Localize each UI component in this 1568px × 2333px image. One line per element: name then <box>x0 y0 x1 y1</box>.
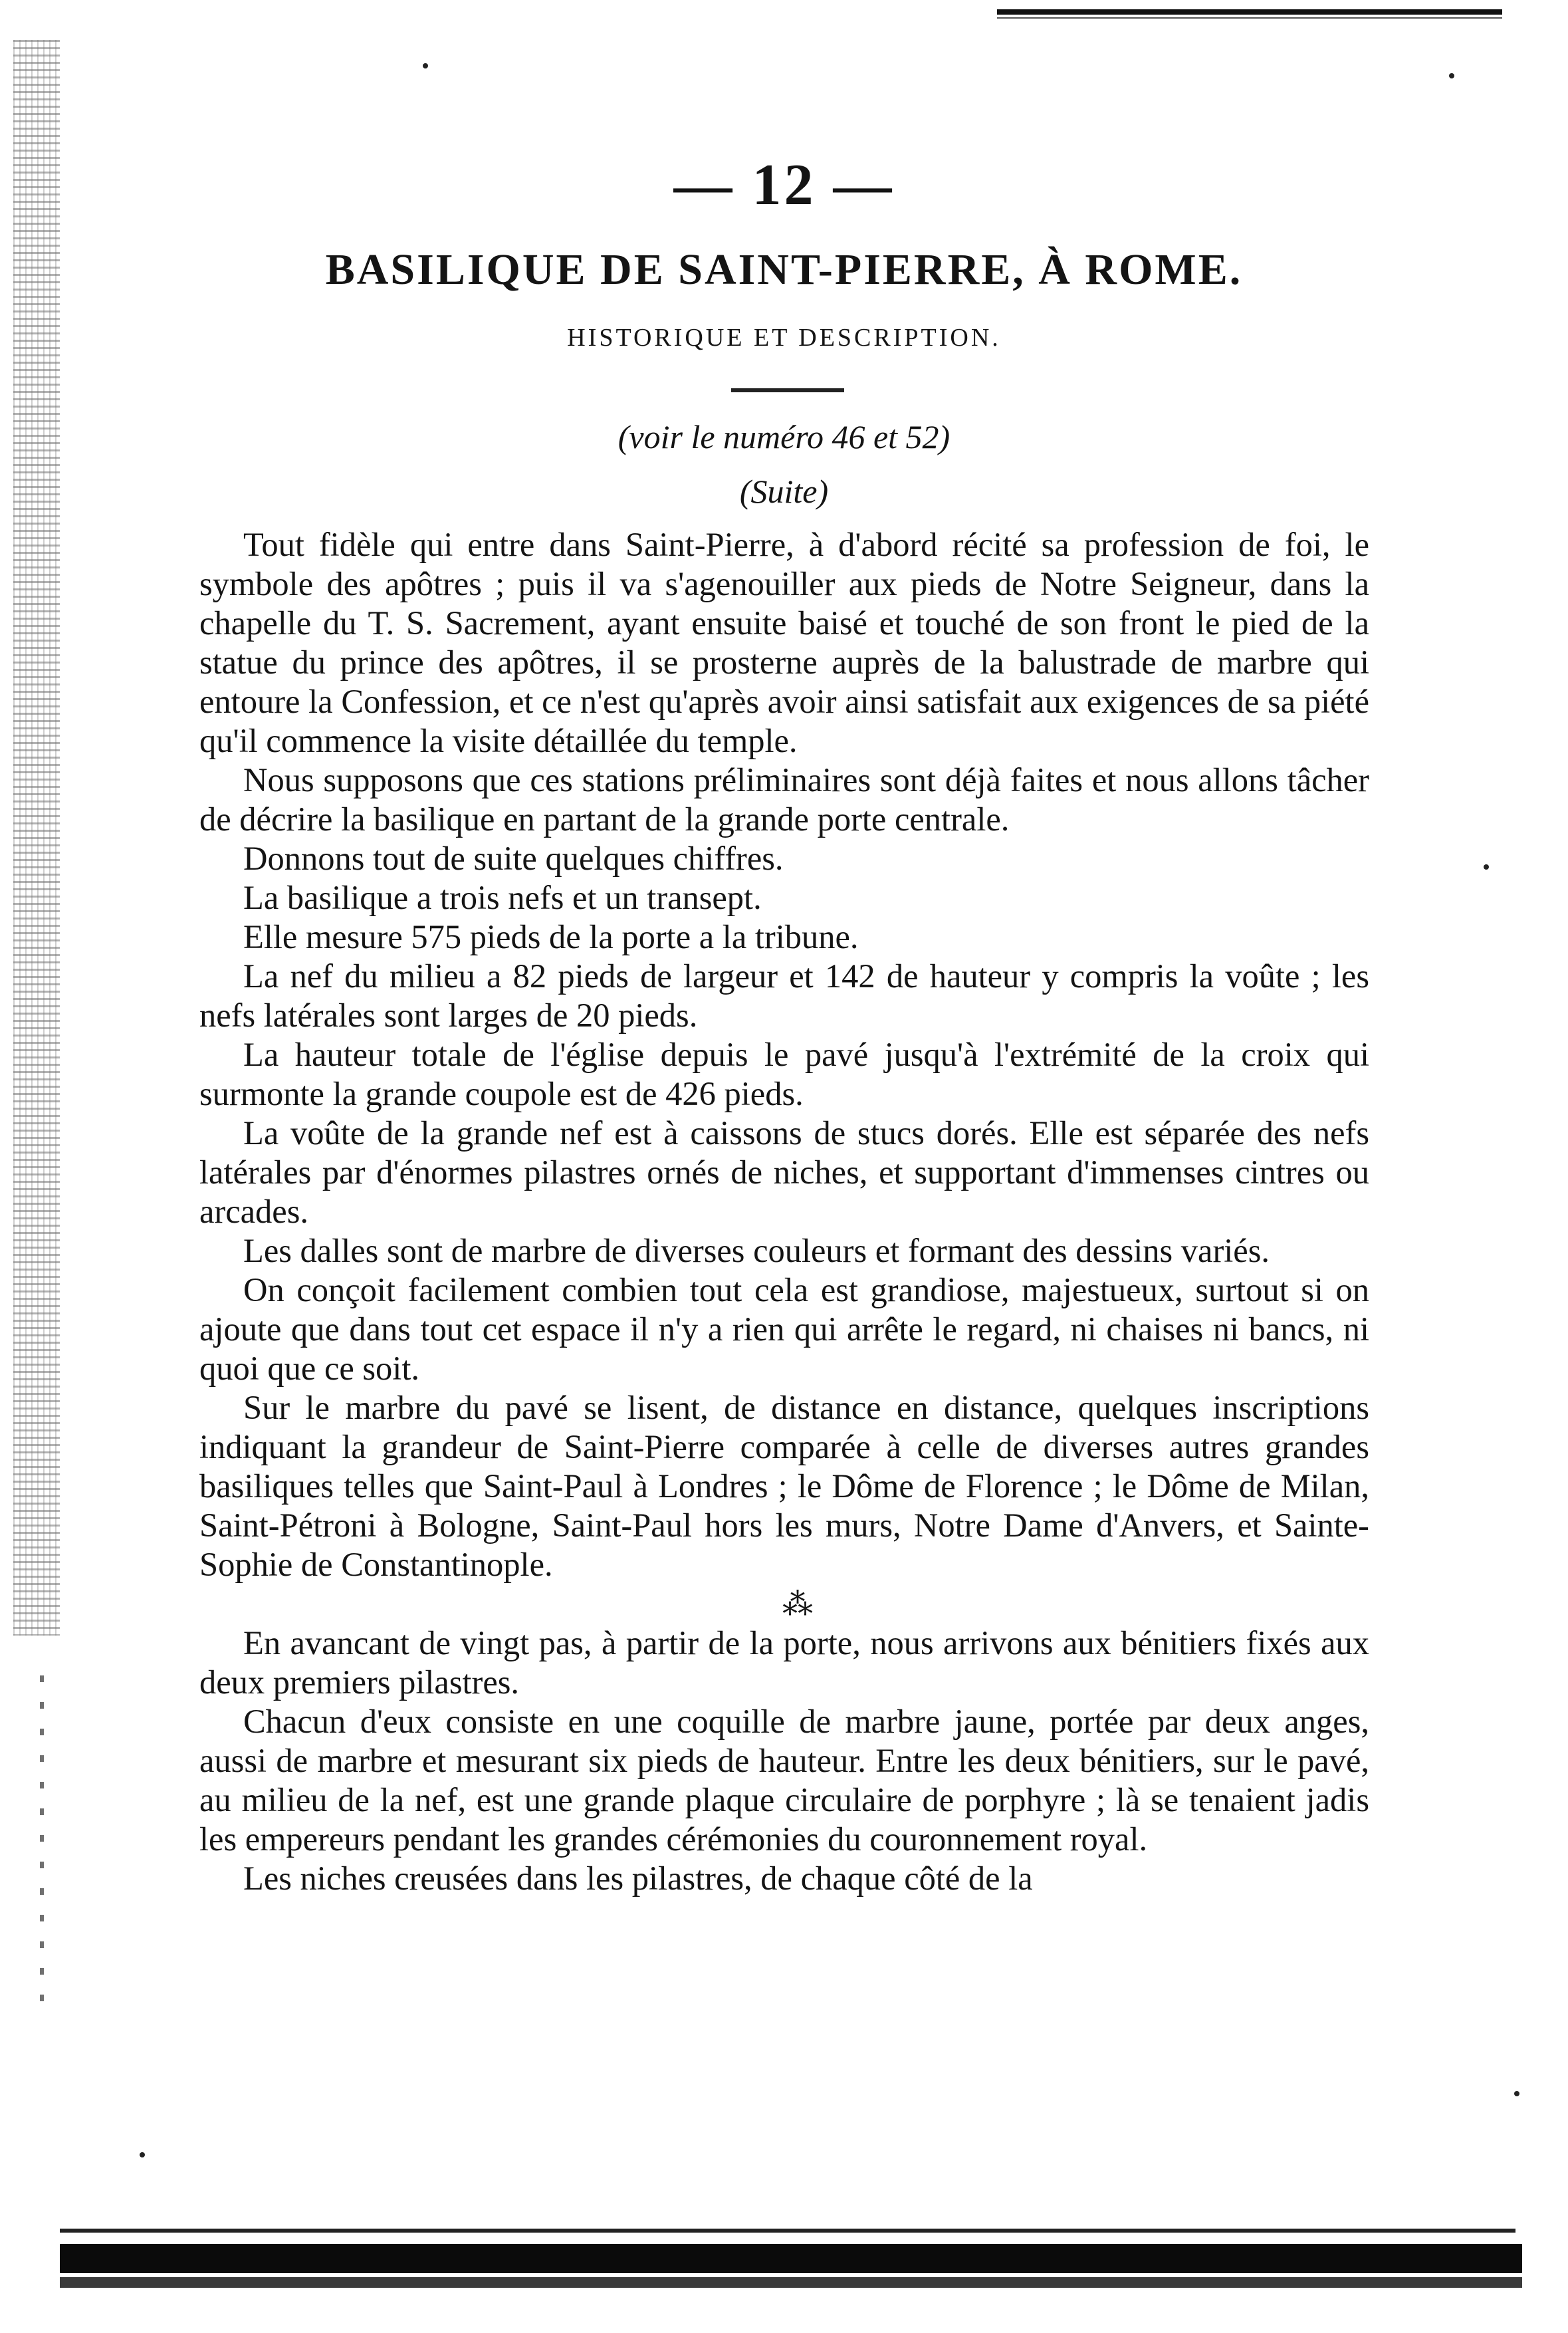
paragraph: En avancant de vingt pas, à partir de la porte, nous arrivons aux bénitiers fixés aux deux premiers pilastres. <box>199 1624 1369 1701</box>
bottom-scan-band-lower <box>60 2277 1522 2288</box>
top-scan-rule <box>997 9 1502 15</box>
bottom-scan-rule <box>60 2229 1515 2233</box>
scan-speck <box>1449 73 1454 78</box>
paragraph: La nef du milieu a 82 pieds de largeur et 142 de hauteur y compris la voûte ; les nefs latérales sont larges de 20 pieds. <box>199 957 1369 1034</box>
paragraph: La hauteur totale de l'église depuis le pavé jusqu'à l'extrémité de la croix qui surmonte la grande coupole est de 426 pieds. <box>199 1036 1369 1112</box>
asterism-separator: ⁂ <box>782 1587 813 1621</box>
scan-speck <box>1514 2091 1519 2096</box>
bottom-scan-band <box>60 2244 1522 2273</box>
paragraph: Chacun d'eux consiste en une coquille de marbre jaune, portée par deux anges, aussi de marbre et mesurant six pieds de hauteur. Entre les deux bénitiers, sur le pavé, au milieu de la nef, est une grande plaque circulaire de porphyre ; là se tenaient jadis les empereurs pendant les grandes cérémonies du couronnement royal. <box>199 1703 1369 1858</box>
continuation-note: (Suite) <box>739 473 829 510</box>
paragraph: Les dalles sont de marbre de diverses couleurs et formant des dessins variés. <box>243 1232 1270 1269</box>
scan-speck <box>1484 864 1489 870</box>
article-subtitle: HISTORIQUE ET DESCRIPTION. <box>567 324 1001 352</box>
issue-reference: (voir le numéro 46 et 52) <box>617 418 951 455</box>
title-divider <box>731 388 844 392</box>
paragraph: Sur le marbre du pavé se lisent, de distance en distance, quelques inscriptions indiquant la grandeur de Saint-Pierre comparée à celle de diverses autres grandes basiliques telles que Saint-Paul à Londres ; le Dôme de Florence ; le Dôme de Milan, Saint-Pétroni à Bologne, Saint-Paul hors les murs, Notre Dame d'Anvers, et Sainte-Sophie de Constantinople. <box>199 1389 1369 1583</box>
paragraph: Les niches creusées dans les pilastres, de chaque côté de la <box>243 1860 1033 1897</box>
article-title: BASILIQUE DE SAINT-PIERRE, À ROME. <box>325 245 1243 294</box>
scan-speck <box>140 2152 145 2157</box>
article-body <box>199 525 1369 1898</box>
paragraph: Elle mesure 575 pieds de la porte a la tribune. <box>243 918 859 955</box>
paragraph: La voûte de la grande nef est à caissons de stucs dorés. Elle est séparée des nefs latérales par d'énormes pilastres ornés de niches, et supportant d'immenses cintres ou arcades. <box>199 1114 1369 1230</box>
page-number: — 12 — <box>673 153 895 217</box>
paragraph: On conçoit facilement combien tout cela est grandiose, majestueux, surtout si on ajoute que dans tout cet espace il n'y a rien qui arrête le regard, ni chaises ni bancs, ni quoi que ce soit. <box>199 1271 1369 1387</box>
top-scan-rule-thin <box>997 17 1502 19</box>
binding-edge-marks <box>40 1675 44 2008</box>
paragraph: La basilique a trois nefs et un transept. <box>243 879 762 916</box>
paragraph: Donnons tout de suite quelques chiffres. <box>243 840 784 877</box>
paragraph: Tout fidèle qui entre dans Saint-Pierre, à d'abord récité sa profession de foi, le symbole des apôtres ; puis il va s'agenouiller aux pieds de Notre Seigneur, dans la chapelle du T. S. Sacrement, ayant ensuite baisé et touché de son front le pied de la statue du prince des apôtres, il se prosterne auprès de la balustrade de marbre qui entoure la Confession, et ce n'est qu'après avoir ainsi satisfait aux exigences de sa piété qu'il commence la visite détaillée du temple. <box>199 526 1369 759</box>
paragraph: Nous supposons que ces stations préliminaires sont déjà faites et nous allons tâcher de décrire la basilique en partant de la grande porte centrale. <box>199 761 1369 838</box>
scan-speck <box>423 63 428 68</box>
